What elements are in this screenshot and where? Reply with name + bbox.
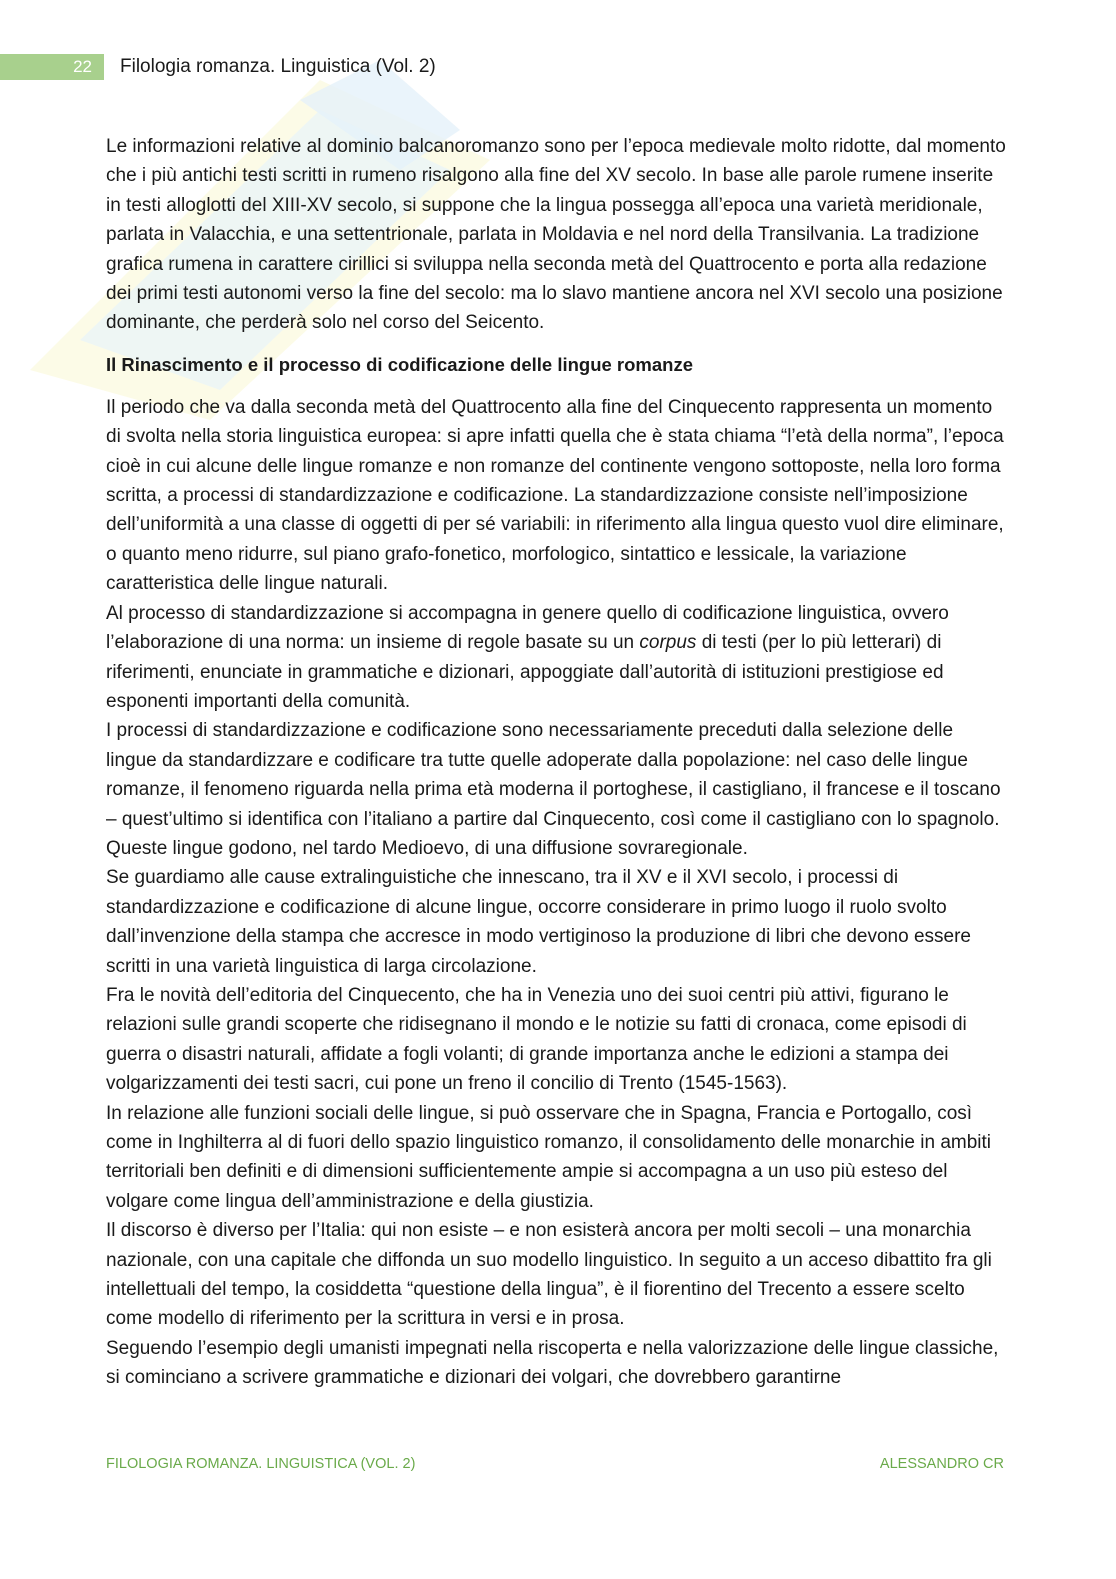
- paragraph: [106, 599, 1008, 717]
- paragraph: In relazione alle funzioni sociali delle lingue, si può osservare che in Spagna, Francia e Portogallo, così come in Inghilterra al di fuori dello spazio linguistico romanzo, il consolidamento delle monarchie in ambiti territoriali ben definiti e di dimensioni sufficientemente ampie si accompagna a un uso più esteso del volgare come lingua dell’amministrazione e della giustizia.: [106, 1102, 992, 1212]
- paragraph-text: di testi (per lo più letterari) di riferimenti, enunciate in grammatiche e dizionari, appoggiate dall’autorità di istituzioni prestigiose ed esponenti importanti della comunità.: [106, 632, 944, 712]
- footer-author: ALESSANDRO CR: [879, 1456, 1004, 1472]
- intro-paragraph: Le informazioni relative al dominio balcanoromanzo sono per l’epoca medievale molto ridotte, dal momento che i più antichi testi scritti in rumeno risalgono alla fine del XV secolo. In base alle parole rumene inserite in testi alloglotti del XIII-XV secolo, si suppone che la lingua possegga all’epoca una varietà meridionale, parlata in Valacchia, e una settentrionale, parlata in Moldavia e nel nord della Transilvania. La tradizione grafica rumena in carattere cirillici si sviluppa nella seconda metà del Quattrocento e porta alla redazione dei primi testi autonomi verso la fine del secolo: ma lo slavo mantiene ancora nel XVI secolo una posizione dominante, che perderà solo nel corso del Seicento.: [106, 136, 1006, 334]
- paragraph: Fra le novità dell’editoria del Cinquecento, che ha in Venezia uno dei suoi centri più attivi, figurano le relazioni sulle grandi scoperte che ridisegnano il mondo e le notizie su fatti di cronaca, come episodi di guerra o disastri naturali, affidate a fogli volanti; di grande importanza anche le edizioni a stampa dei volgarizzamenti dei testi sacri, cui pone un freno il concilio di Trento (1545-1563).: [106, 984, 967, 1095]
- page-number: 22: [0, 54, 104, 80]
- paragraph: Il discorso è diverso per l’Italia: qui non esiste – e non esisterà ancora per molti secoli – una monarchia nazionale, con una capitale che diffonda un suo modello linguistico. In seguito a un acceso dibattito fra gli intellettuali del tempo, la cosiddetta “questione della lingua”, è il fiorentino del Trecento a essere scelto come modello di riferimento per la scrittura in versi e in prosa.: [106, 1220, 992, 1330]
- page-body: [106, 132, 1008, 1393]
- paragraph-text: Al processo di standardizzazione si accompagna in genere quello di codificazione linguistica, ovvero l’elaborazione di una norma: un insieme di regole basate su un: [106, 602, 949, 654]
- section-heading: Il Rinascimento e il processo di codificazione delle lingue romanze: [106, 353, 694, 375]
- paragraph: Il periodo che va dalla seconda metà del Quattrocento alla fine del Cinquecento rappresenta un momento di svolta nella storia linguistica europea: si apre infatti quella che è stata chiama “l’età della norma”, l’epoca cioè in cui alcune delle lingue romanze e non romanze del continente vengono sottoposte, nella loro forma scritta, a processi di standardizzazione e codificazione. La standardizzazione consiste nell’imposizione dell’uniformità a una classe di oggetti di per sé variabili: in riferimento alla lingua questo vuol dire eliminare, o quanto meno ridurre, sul piano grafo-fonetico, morfologico, sintattico e lessicale, la variazione caratteristica delle lingue naturali.: [106, 396, 1004, 595]
- footer-title: FILOLOGIA ROMANZA. LINGUISTICA (VOL. 2): [106, 1456, 416, 1472]
- paragraph: Seguendo l’esempio degli umanisti impegnati nella riscoperta e nella valorizzazione delle lingue classiche, si cominciano a scrivere grammatiche e dizionari dei volgari, che dovrebbero garantirne: [106, 1337, 999, 1389]
- italic-term: corpus: [639, 632, 697, 654]
- running-title: Filologia romanza. Linguistica (Vol. 2): [120, 56, 436, 77]
- page-footer: [106, 1456, 1004, 1472]
- paragraph: I processi di standardizzazione e codificazione sono necessariamente preceduti dalla selezione delle lingue da standardizzare e codificare tra tutte quelle adoperate dalla popolazione: nel caso delle lingue romanze, il fenomeno riguarda nella prima età moderna il portoghese, il castigliano, il francese e il toscano – quest’ultimo si identifica con l’italiano a partire dal Cinquecento, così come il castigliano con lo spagnolo. Queste lingue godono, nel tardo Medioevo, di una diffusione sovraregionale.: [106, 720, 1001, 859]
- page-header: [0, 54, 600, 80]
- paragraph: Se guardiamo alle cause extralinguistiche che innescano, tra il XV e il XVI secolo, i processi di standardizzazione e codificazione di alcune lingue, occorre considerare in primo luogo il ruolo svolto dall’invenzione della stampa che accresce in modo vertiginoso la produzione di libri che devono essere scritti in una varietà linguistica di larga circolazione.: [106, 867, 972, 977]
